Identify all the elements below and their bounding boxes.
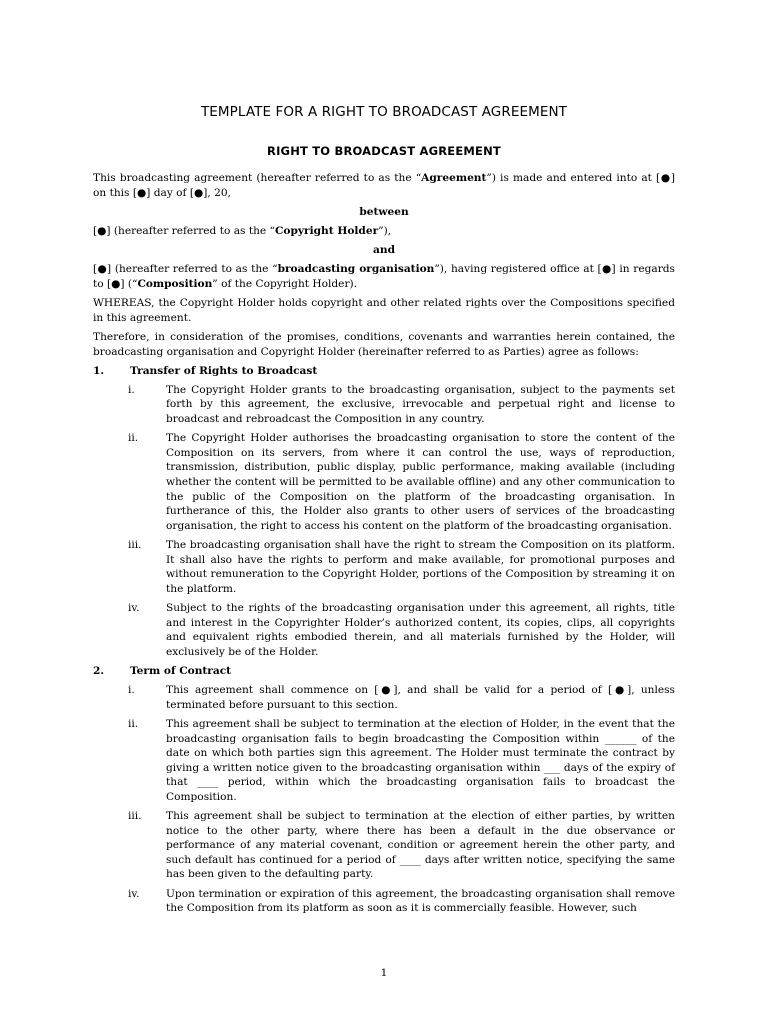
- section-title: Term of Contract: [130, 664, 232, 677]
- clause-number: ii.: [128, 717, 139, 730]
- clause-text: Subject to the rights of the broadcasting organisation under this agreement, all rights, title and interest in the Copyrighter Holder’s authorized content, its copies, clips, all copyrights and equivalent rights embodied therein, and all materials furnished by the Holder, will exclusively be of the Holder.: [166, 601, 675, 658]
- document-body: [93, 171, 675, 920]
- clause-number: iii.: [128, 539, 142, 551]
- clause-item: [93, 683, 675, 712]
- clause-item: [93, 538, 675, 596]
- section-title: Transfer of Rights to Broadcast: [130, 364, 318, 377]
- intro-paragraph: This broadcasting agreement (hereafter referred to as the “Agreement”) is made and entered into at [●] on this [●] day of [●], 20,: [93, 172, 675, 199]
- whereas-paragraph: WHEREAS, the Copyright Holder holds copyright and other related rights over the Compositions specified in this agreement.: [93, 297, 675, 324]
- clause-text: This agreement shall be subject to termination at the election of Holder, in the event that the broadcasting organisation fails to begin broadcasting the Composition within ______ of the date on which both parties sign this agreement. The Holder must terminate the contract by giving a written notice given to the broadcasting organisation within ___ days of the expiry of that ____ period, within which the broadcasting organisation fails to broadcast the Composition.: [166, 717, 675, 803]
- agreement-title: RIGHT TO BROADCAST AGREEMENT: [267, 144, 501, 158]
- clause-number: i.: [128, 383, 135, 396]
- page-number: 1: [380, 967, 388, 979]
- between-label: between: [359, 205, 409, 218]
- party1-paragraph: [●] (hereafter referred to as the “Copyright Holder”),: [93, 224, 392, 237]
- clause-number: iii.: [128, 810, 142, 823]
- clause-item: [93, 887, 675, 916]
- party2-paragraph: [●] (hereafter referred to as the “broadcasting organisation”), having registered office at [●] in regards to [●] (“Composition” of the Copyright Holder).: [93, 263, 675, 290]
- therefore-paragraph: Therefore, in consideration of the promises, conditions, covenants and warranties herein contained, the broadcasting organisation and Copyright Holder (hereinafter referred to as Parties) agree as follows:: [93, 330, 675, 358]
- clause-text: The Copyright Holder grants to the broadcasting organisation, subject to the payments set forth by this agreement, the exclusive, irrevocable and perpetual right and license to broadcast and rebroadcast the Composition in any country.: [166, 383, 675, 426]
- clause-item: [93, 717, 675, 805]
- clause-item: [93, 809, 675, 882]
- and-label: and: [373, 244, 395, 257]
- clause-number: iv.: [128, 601, 140, 614]
- clause-text: The broadcasting organisation shall have the right to stream the Composition on its platform. It shall also have the rights to perform and make available, for promotional purposes and without remuneration to the Copyright Holder, portions of the Composition by streaming it on the platform.: [166, 539, 675, 595]
- section-number: 1.: [93, 364, 105, 377]
- clause-text: This agreement shall commence on [●], and shall be valid for a period of [●], unless terminated before pursuant to this section.: [166, 684, 675, 711]
- clause-number: ii.: [128, 432, 139, 445]
- section-heading: [93, 664, 675, 679]
- section-heading: [93, 364, 675, 379]
- clause-text: The Copyright Holder authorises the broadcasting organisation to store the content of the Composition on its servers, from where it can control the use, ways of reproduction, transmission, distribution, public display, public performance, making available (including whether the content will be permitted to be available offline) and any other communication to the public of the Composition on the platform of the broadcasting organisation. In furtherance of this, the Holder also grants to other users of services of the broadcasting organisation, the right to access his content on the platform of the broadcasting organisation.: [166, 432, 675, 532]
- clause-text: Upon termination or expiration of this agreement, the broadcasting organisation shall remove the Composition from its platform as soon as it is commercially feasible. However, such: [166, 887, 675, 915]
- document-title: TEMPLATE FOR A RIGHT TO BROADCAST AGREEMENT: [200, 104, 568, 120]
- clause-number: iv.: [128, 887, 140, 900]
- clause-item: [93, 431, 675, 533]
- section-number: 2.: [93, 664, 105, 677]
- clause-number: i.: [128, 684, 135, 697]
- clause-item: [93, 601, 675, 659]
- clause-item: [93, 383, 675, 427]
- clause-text: This agreement shall be subject to termination at the election of either parties, by written notice to the other party, where there has been a default in the due observance or performance of any material covenant, condition or agreement herein the other party, and such default has continued for a period of ____ days after written notice, specifying the same has been given to the defaulting party.: [166, 810, 675, 881]
